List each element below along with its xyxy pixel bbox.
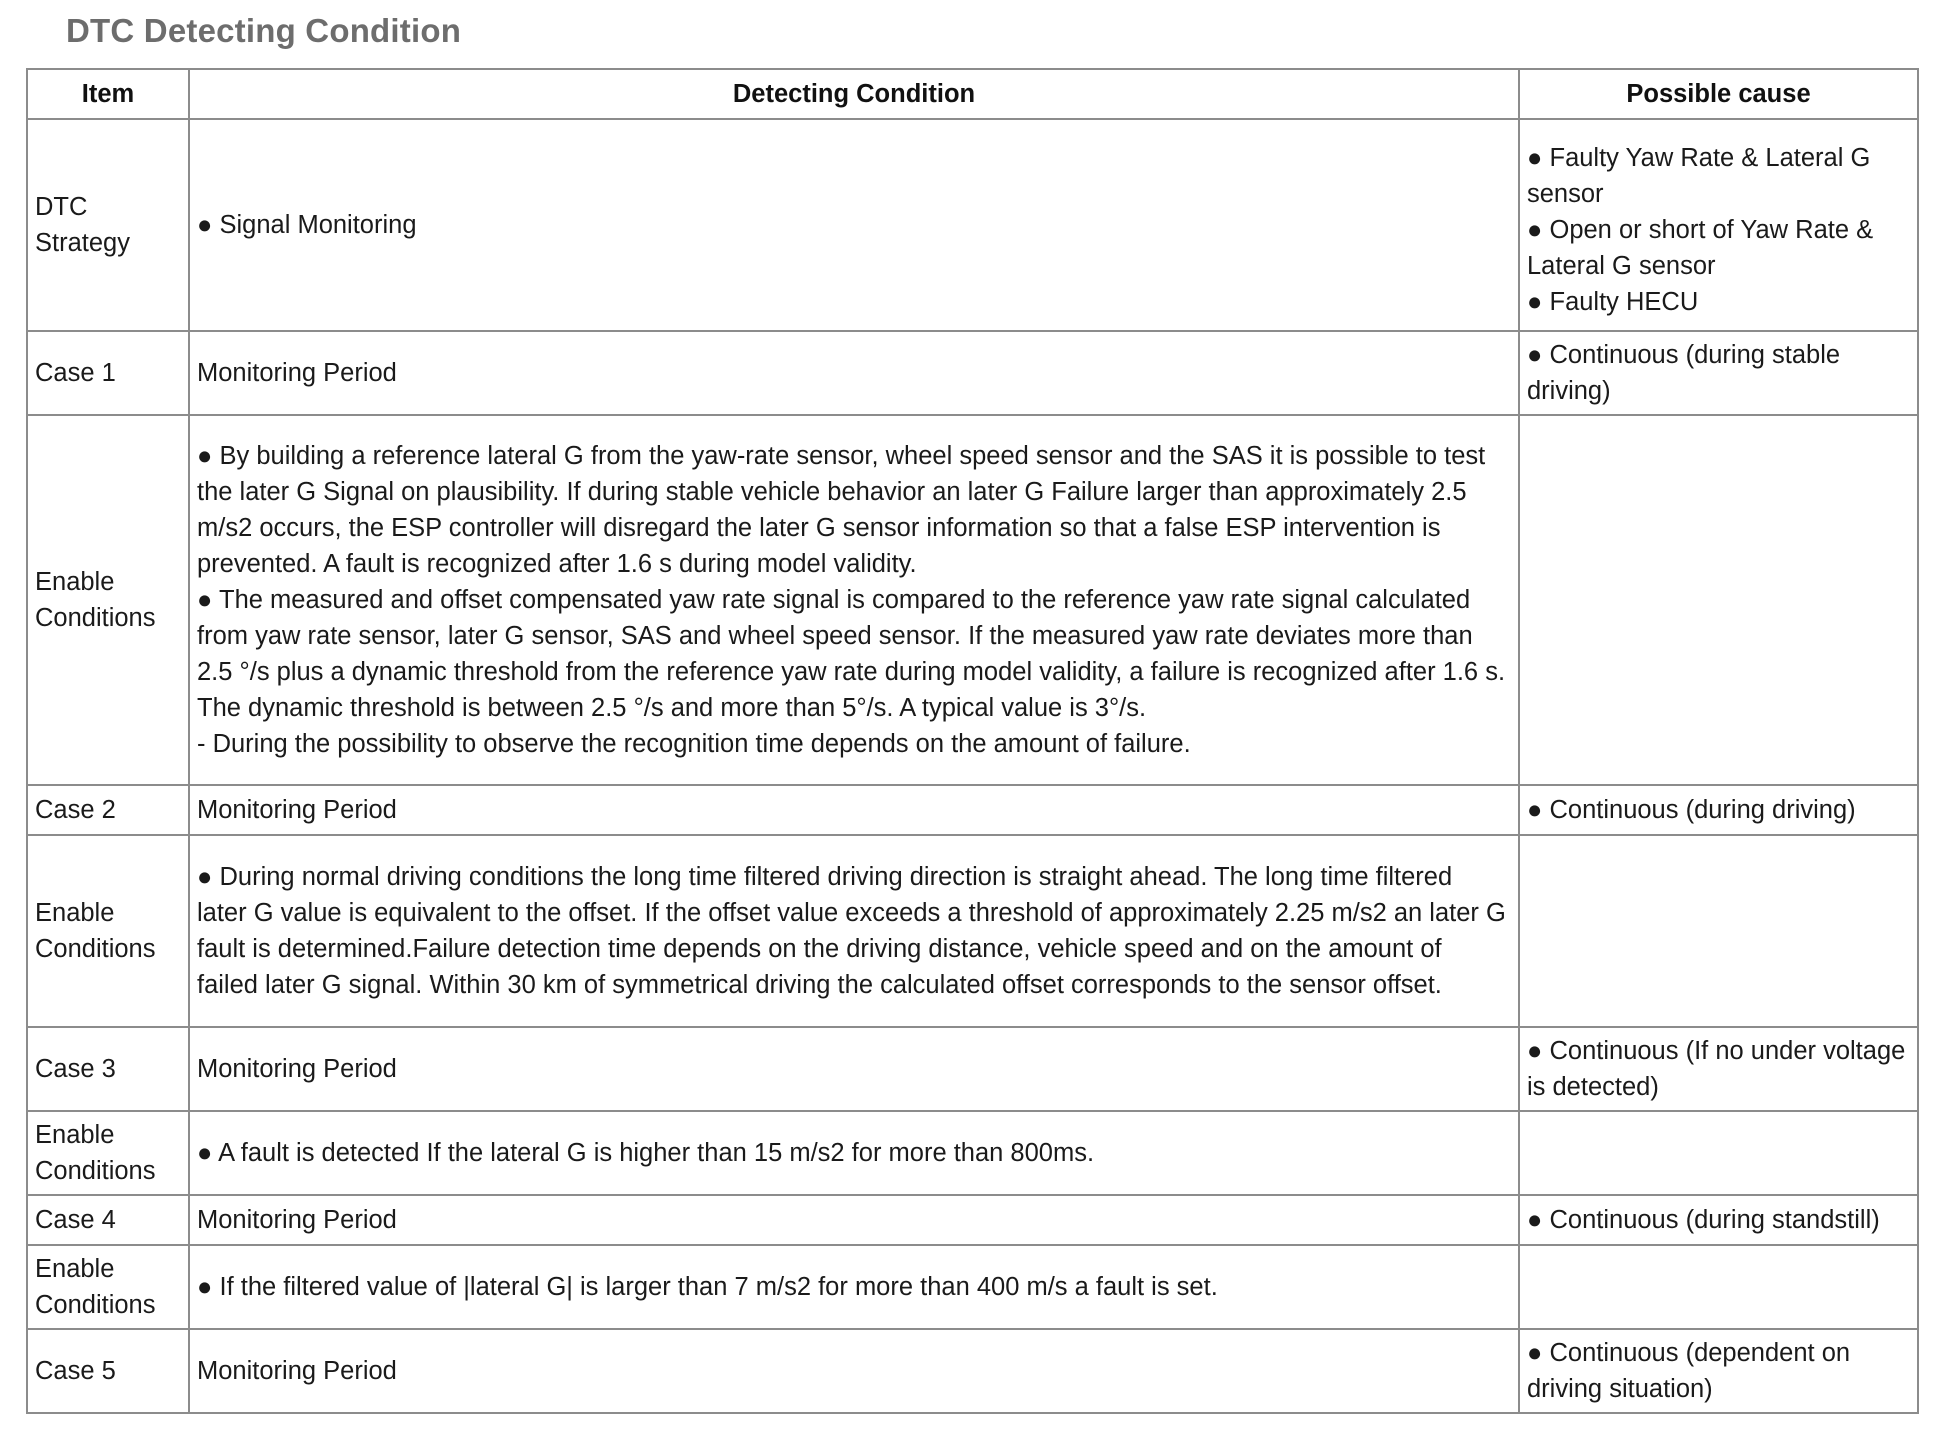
condition-line: ● If the filtered value of |lateral G| is larger than 7 m/s2 for more than 400 m/s a fault is set.	[197, 1273, 1218, 1301]
header-item: Item	[27, 69, 189, 119]
condition-cell	[189, 119, 1519, 331]
table-row	[27, 1329, 1918, 1413]
table-row	[27, 785, 1918, 835]
table-row	[27, 1245, 1918, 1329]
cause-cell	[1519, 415, 1918, 785]
cause-item: ● Continuous (during standstill)	[1527, 1206, 1880, 1234]
condition-line: ● By building a reference lateral G from the yaw-rate sensor, wheel speed sensor and the SAS it is possible to test the later G Signal on plausibility. If during stable vehicle behavior an later G Failure larger than approximately 2.5 m/s2 occurs, the ESP controller will disregard the later G sensor information so that a false ESP intervention is prevented. A fault is recognized after 1.6 s during model validity.	[197, 442, 1486, 578]
cause-cell	[1519, 835, 1918, 1027]
cause-cell	[1519, 1329, 1918, 1413]
condition-line: ● The measured and offset compensated yaw rate signal is compared to the reference yaw rate signal calculated from yaw rate sensor, later G sensor, SAS and wheel speed sensor. If the measured yaw rate deviates more than 2.5 °/s plus a dynamic threshold from the reference yaw rate during model validity, a failure is recognized after 1.6 s. The dynamic threshold is between 2.5 °/s and more than 5°/s. A typical value is 3°/s.	[197, 586, 1506, 722]
condition-line: - During the possibility to observe the recognition time depends on the amount of failure.	[197, 730, 1191, 758]
header-detecting-condition: Detecting Condition	[189, 69, 1519, 119]
condition-line: ● During normal driving conditions the long time filtered driving direction is straight ahead. The long time filtered later G value is equivalent to the offset. If the offset value exceeds a threshold of approximately 2.25 m/s2 an later G fault is determined.Failure detection time depends on the driving distance, vehicle speed and on the amount of failed later G signal. Within 30 km of symmetrical driving the calculated offset corresponds to the sensor offset.	[197, 863, 1506, 999]
condition-cell	[189, 415, 1519, 785]
table-row	[27, 1111, 1918, 1195]
item-cell: Case 1	[27, 331, 189, 415]
condition-line: Monitoring Period	[197, 1055, 397, 1083]
cause-cell	[1519, 1027, 1918, 1111]
cause-cell	[1519, 1245, 1918, 1329]
table-row	[27, 331, 1918, 415]
table-row	[27, 1195, 1918, 1245]
condition-cell	[189, 1245, 1519, 1329]
table-row	[27, 415, 1918, 785]
cause-item: ● Continuous (dependent on driving situation)	[1527, 1339, 1851, 1403]
condition-cell	[189, 1329, 1519, 1413]
page-title: DTC Detecting Condition	[66, 12, 462, 49]
item-cell: Case 4	[27, 1195, 189, 1245]
condition-line: ● A fault is detected If the lateral G is higher than 15 m/s2 for more than 800ms.	[197, 1139, 1095, 1167]
cause-item: ● Continuous (during stable driving)	[1527, 341, 1841, 405]
dtc-condition-table	[26, 68, 1919, 1414]
condition-cell	[189, 785, 1519, 835]
condition-line: Monitoring Period	[197, 1357, 397, 1385]
cause-item: ● Faulty Yaw Rate & Lateral G sensor	[1527, 144, 1871, 208]
item-cell: Case 3	[27, 1027, 189, 1111]
cause-item: ● Faulty HECU	[1527, 288, 1699, 316]
item-cell: Enable Conditions	[27, 835, 189, 1027]
condition-cell	[189, 1027, 1519, 1111]
item-cell: Enable Conditions	[27, 1245, 189, 1329]
condition-line: Monitoring Period	[197, 796, 397, 824]
cause-cell	[1519, 1195, 1918, 1245]
item-cell: Enable Conditions	[27, 1111, 189, 1195]
condition-cell	[189, 835, 1519, 1027]
item-cell: Enable Conditions	[27, 415, 189, 785]
cause-item: ● Open or short of Yaw Rate & Lateral G sensor	[1527, 216, 1874, 280]
cause-item: ● Continuous (If no under voltage is detected)	[1527, 1037, 1906, 1101]
condition-cell	[189, 331, 1519, 415]
table-header-row	[27, 69, 1918, 119]
item-cell: DTC Strategy	[27, 119, 189, 331]
condition-line: ● Signal Monitoring	[197, 211, 417, 239]
header-possible-cause: Possible cause	[1519, 69, 1918, 119]
cause-cell	[1519, 785, 1918, 835]
cause-cell	[1519, 119, 1918, 331]
table-row	[27, 835, 1918, 1027]
cause-cell	[1519, 331, 1918, 415]
table-row	[27, 119, 1918, 331]
condition-line: Monitoring Period	[197, 1206, 397, 1234]
cause-cell	[1519, 1111, 1918, 1195]
item-cell: Case 5	[27, 1329, 189, 1413]
table-row	[27, 1027, 1918, 1111]
cause-item: ● Continuous (during driving)	[1527, 796, 1856, 824]
item-cell: Case 2	[27, 785, 189, 835]
condition-cell	[189, 1195, 1519, 1245]
condition-cell	[189, 1111, 1519, 1195]
condition-line: Monitoring Period	[197, 359, 397, 387]
